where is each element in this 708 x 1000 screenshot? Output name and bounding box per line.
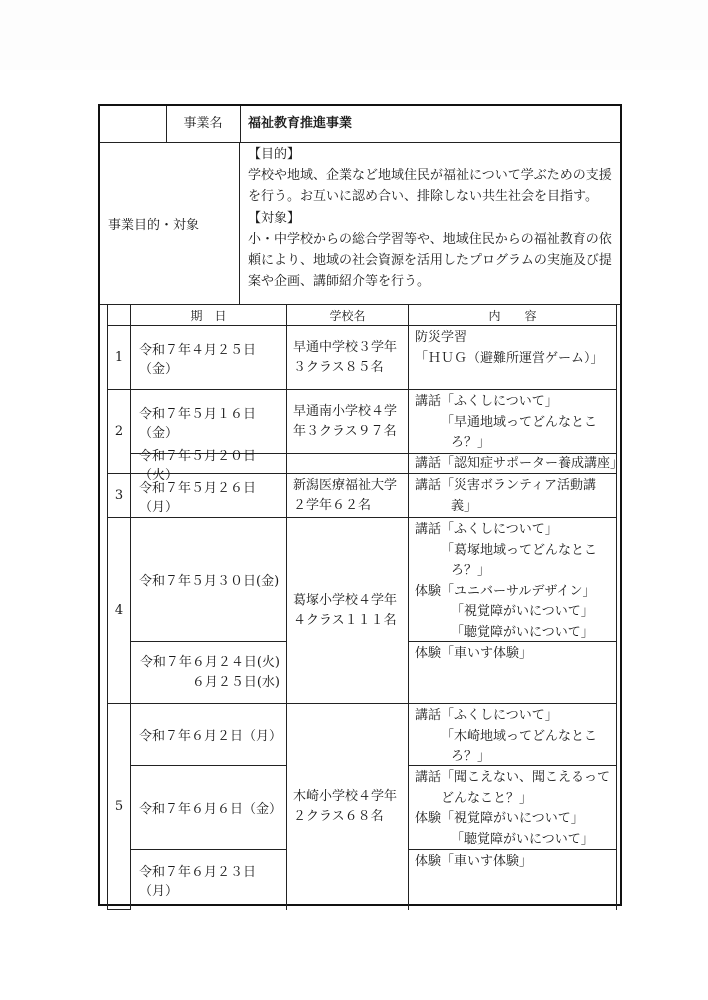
purpose-line: 小・中学校からの総合学習等や、地域住民からの福祉教育の依 xyxy=(248,231,612,247)
row-number: 2 xyxy=(107,390,131,474)
school-line: ２学年６２名 xyxy=(293,497,372,513)
row-content xyxy=(409,474,617,518)
row-date: 令和７年６月６日（金） xyxy=(131,766,287,850)
content-line: 「聴覚障がいについて」 xyxy=(451,624,594,640)
purpose-text xyxy=(248,144,616,292)
row-school-blank xyxy=(287,454,409,474)
project-sheet xyxy=(98,104,622,906)
purpose-line: 【目的】 xyxy=(248,147,301,162)
content-line: 講話「ふくしについて」 xyxy=(415,394,558,409)
school-line: ３クラス８５名 xyxy=(293,359,384,375)
content-line: 講話「聞こえない、聞こえるって xyxy=(415,770,611,785)
content-line: 義」 xyxy=(451,498,478,514)
content-line: どんなこと？」 xyxy=(441,790,533,806)
header-period: 期 日 xyxy=(131,304,287,326)
content-line: 講話「認知症サポーター養成講座」 xyxy=(415,456,624,471)
row-content xyxy=(409,766,617,850)
row-date: 令和７年４月２５日（金） xyxy=(131,326,287,390)
row-date-multi xyxy=(131,642,287,704)
row-date: 令和７年５月１６日（金） xyxy=(131,390,287,454)
header-row xyxy=(100,106,620,143)
row-content xyxy=(409,454,624,474)
project-name-label: 事業名 xyxy=(166,106,241,142)
row-school xyxy=(287,390,409,454)
row-date: 令和７年６月２３日（月） xyxy=(131,850,287,910)
content-line: 講話「災害ボランティア活動講 xyxy=(415,478,596,493)
content-line: 体験「視覚障がいについて」 xyxy=(415,811,584,826)
purpose-row xyxy=(100,142,620,305)
row-date: 令和７年５月３０日(金) xyxy=(131,518,287,642)
school-line: 新潟医療福祉大学 xyxy=(293,477,398,493)
content-line: ろ？」 xyxy=(451,749,491,764)
row-date: 令和７年６月２日（月） xyxy=(131,704,287,766)
row-content xyxy=(409,704,617,766)
header-school: 学校名 xyxy=(287,304,409,326)
purpose-line: 頼により、地域の社会資源を活用したプログラムの実施及び提 xyxy=(248,253,612,269)
project-name-value: 福祉教育推進事業 xyxy=(248,116,353,131)
content-line: 体験「車いす体験」 xyxy=(415,646,533,661)
content-line: ろ？」 xyxy=(451,435,491,450)
purpose-line: 学校や地域、企業など地域住民が福祉について学ぶための支援 xyxy=(248,168,612,184)
row-school xyxy=(287,518,409,704)
row-content xyxy=(409,390,617,454)
row-school xyxy=(287,326,409,390)
row-content xyxy=(409,518,617,642)
row-school xyxy=(287,474,409,518)
content-line: 講話「ふくしについて」 xyxy=(415,708,558,723)
purpose-label: 事業目的・対象 xyxy=(100,142,240,304)
content-line: 講話「ふくしについて」 xyxy=(415,522,558,537)
school-line: 年３クラス９７名 xyxy=(293,423,397,439)
header-no-cell xyxy=(107,304,131,326)
row-number: 4 xyxy=(107,518,131,704)
school-line: ２クラス６８名 xyxy=(293,809,384,824)
header-content: 内 容 xyxy=(409,304,617,326)
purpose-line: 【対象】 xyxy=(248,210,301,226)
content-line: 防災学習 xyxy=(415,330,468,345)
row-date: 令和７年５月２６日（月） xyxy=(131,474,287,518)
purpose-line: を行う。お互いに認め合い、排除しない共生社会を目指す。 xyxy=(248,189,598,205)
schedule-table xyxy=(107,304,624,904)
row-number: 5 xyxy=(107,704,131,910)
content-line: 「木崎地域ってどんなとこ xyxy=(441,728,598,744)
row-content xyxy=(409,642,617,704)
date-line: 令和７年６月２４日(火) xyxy=(139,654,280,670)
row-number: 1 xyxy=(107,326,131,390)
row-number: 3 xyxy=(107,474,131,518)
header-blank-cell xyxy=(100,106,167,142)
content-line: 体験「ユニバーサルデザイン」 xyxy=(415,583,596,599)
row-content xyxy=(409,850,617,910)
school-line: 葛塚小学校４学年 xyxy=(293,592,398,608)
school-line: 早通中学校３学年 xyxy=(293,339,398,355)
date-line: ６月２５日(水) xyxy=(191,674,280,690)
content-line: 「聴覚障がいについて」 xyxy=(451,831,594,847)
school-line: ４クラス１１１名 xyxy=(293,612,397,628)
content-line: 「葛塚地域ってどんなとこ xyxy=(441,542,598,558)
content-line: 「ＨＵＧ（避難所運営ゲーム）」 xyxy=(415,350,604,366)
purpose-line: 案や企画、講師紹介等を行う。 xyxy=(248,274,431,290)
school-line: 早通南小学校４学 xyxy=(293,403,398,419)
row-content xyxy=(409,326,617,390)
row-date: 令和７年５月２０日（火） xyxy=(131,454,287,474)
school-line: 木崎小学校４学年 xyxy=(293,789,398,804)
row-school xyxy=(287,704,409,910)
content-line: 「早通地域ってどんなとこ xyxy=(441,414,598,430)
page-top-band xyxy=(0,0,708,70)
content-line: 体験「車いす体験」 xyxy=(415,854,533,869)
content-line: 「視覚障がいについて」 xyxy=(451,604,594,619)
content-line: ろ？」 xyxy=(451,563,491,578)
